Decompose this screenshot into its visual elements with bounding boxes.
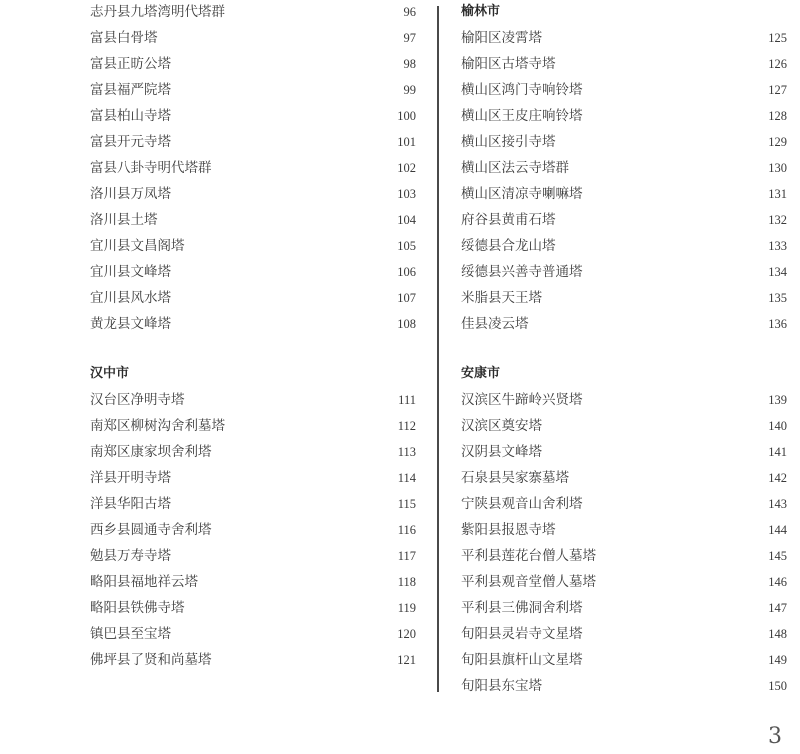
toc-entry[interactable] [461,493,787,515]
entry-title: 石泉县吴家寨墓塔 [461,470,569,486]
entry-title: 宜川县风水塔 [90,290,171,306]
entry-page: 132 [768,213,787,227]
entry-title: 黄龙县文峰塔 [90,316,171,332]
entry-page: 144 [768,523,787,537]
toc-entry[interactable] [90,183,416,205]
toc-entry[interactable] [461,597,787,619]
entry-page: 103 [397,187,416,201]
entry-page: 106 [397,265,416,279]
toc-entry[interactable] [90,313,416,335]
entry-page: 105 [397,239,416,253]
entry-page: 117 [397,549,416,563]
entry-title: 紫阳县报恩寺塔 [461,522,556,538]
entry-page: 121 [397,653,416,667]
entry-title: 平利县三佛洞舍利塔 [461,600,583,616]
entry-page: 108 [397,317,416,331]
entry-title: 横山区法云寺塔群 [461,160,569,176]
entry-page: 141 [768,445,787,459]
entry-page: 148 [768,627,787,641]
entry-title: 洛川县万凤塔 [90,186,171,202]
entry-page: 134 [768,265,787,279]
toc-entry[interactable] [90,415,416,437]
entry-title: 横山区清凉寺喇嘛塔 [461,186,583,202]
entry-page: 120 [397,627,416,641]
column-divider [437,6,439,692]
entry-title: 旬阳县东宝塔 [461,678,542,694]
toc-entry[interactable] [90,649,416,671]
entry-title: 榆阳区凌霄塔 [461,30,542,46]
entry-page: 113 [397,445,416,459]
toc-entry[interactable] [461,53,787,75]
toc-entry[interactable] [90,597,416,619]
entry-title: 绥德县兴善寺普通塔 [461,264,583,280]
entry-title: 宜川县文昌阁塔 [90,238,185,254]
entry-title: 汉滨区牛蹄岭兴贤塔 [461,392,583,408]
toc-entry[interactable] [90,79,416,101]
entry-title: 南郑区康家坝舍利塔 [90,444,212,460]
toc-entry[interactable] [90,441,416,463]
section-heading: 汉中市 [90,366,130,381]
entry-title: 志丹县九塔湾明代塔群 [90,4,225,20]
toc-entry[interactable] [90,209,416,231]
entry-page: 114 [397,471,416,485]
toc-entry[interactable] [90,1,416,23]
entry-title: 富县白骨塔 [90,30,158,46]
entry-title: 富县八卦寺明代塔群 [90,160,212,176]
entry-title: 勉县万寿寺塔 [90,548,171,564]
entry-page: 98 [403,57,416,71]
toc-entry[interactable] [461,27,787,49]
entry-title: 富县福严院塔 [90,82,171,98]
entry-title: 平利县观音堂僧人墓塔 [461,574,596,590]
toc-entry[interactable] [461,545,787,567]
toc-entry[interactable] [90,261,416,283]
toc-entry[interactable] [90,493,416,515]
entry-page: 131 [768,187,787,201]
toc-entry[interactable] [90,519,416,541]
entry-page: 125 [768,31,787,45]
entry-title: 镇巴县至宝塔 [90,626,171,642]
entry-title: 南郑区柳树沟舍利墓塔 [90,418,225,434]
entry-page: 99 [403,83,416,97]
entry-page: 133 [768,239,787,253]
entry-title: 绥德县合龙山塔 [461,238,556,254]
entry-page: 102 [397,161,416,175]
toc-entry[interactable] [90,389,416,411]
toc-entry[interactable] [461,287,787,309]
entry-title: 略阳县福地祥云塔 [90,574,198,590]
entry-page: 101 [397,135,416,149]
entry-page: 111 [398,393,416,407]
entry-title: 洋县华阳古塔 [90,496,171,512]
toc-entry[interactable] [90,53,416,75]
entry-page: 128 [768,109,787,123]
toc-entry[interactable] [90,467,416,489]
entry-page: 100 [397,109,416,123]
entry-title: 汉滨区奠安塔 [461,418,542,434]
toc-entry[interactable] [90,287,416,309]
entry-page: 142 [768,471,787,485]
entry-title: 宜川县文峰塔 [90,264,171,280]
entry-title: 旬阳县旗杆山文星塔 [461,652,583,668]
toc-entry[interactable] [90,27,416,49]
entry-page: 116 [397,523,416,537]
entry-title: 榆阳区古塔寺塔 [461,56,556,72]
entry-page: 143 [768,497,787,511]
entry-title: 略阳县铁佛寺塔 [90,600,185,616]
toc-entry[interactable] [90,131,416,153]
entry-title: 洋县开明寺塔 [90,470,171,486]
entry-title: 汉阴县文峰塔 [461,444,542,460]
toc-entry[interactable] [461,571,787,593]
entry-title: 横山区鸿门寺响铃塔 [461,82,583,98]
toc-entry[interactable] [461,261,787,283]
entry-title: 宁陕县观音山舍利塔 [461,496,583,512]
entry-title: 汉台区净明寺塔 [90,392,185,408]
entry-page: 96 [403,5,416,19]
entry-title: 横山区接引寺塔 [461,134,556,150]
entry-title: 富县开元寺塔 [90,134,171,150]
entry-title: 横山区王皮庄响铃塔 [461,108,583,124]
entry-page: 145 [768,549,787,563]
entry-page: 149 [768,653,787,667]
toc-entry[interactable] [461,389,787,411]
toc-entry[interactable] [461,675,787,697]
entry-title: 平利县莲花台僧人墓塔 [461,548,596,564]
entry-page: 127 [768,83,787,97]
toc-entry[interactable] [461,623,787,645]
entry-page: 140 [768,419,787,433]
entry-page: 126 [768,57,787,71]
toc-entry[interactable] [461,235,787,257]
entry-title: 富县柏山寺塔 [90,108,171,124]
entry-page: 147 [768,601,787,615]
entry-page: 139 [768,393,787,407]
entry-page: 112 [397,419,416,433]
toc-entry[interactable] [461,131,787,153]
section-heading: 安康市 [461,366,501,381]
toc-entry[interactable] [461,79,787,101]
entry-title: 佛坪县了贤和尚墓塔 [90,652,212,668]
toc-entry[interactable] [90,105,416,127]
toc-entry[interactable] [461,183,787,205]
entry-title: 府谷县黄甫石塔 [461,212,556,228]
entry-title: 富县正昉公塔 [90,56,171,72]
entry-page: 130 [768,161,787,175]
toc-entry[interactable] [461,415,787,437]
entry-title: 佳县凌云塔 [461,316,529,332]
toc-entry[interactable] [461,313,787,335]
entry-page: 146 [768,575,787,589]
entry-page: 136 [768,317,787,331]
toc-entry[interactable] [461,467,787,489]
toc-entry[interactable] [461,209,787,231]
toc-entry[interactable] [90,623,416,645]
toc-entry[interactable] [461,105,787,127]
entry-title: 西乡县圆通寺舍利塔 [90,522,212,538]
toc-entry[interactable] [90,157,416,179]
entry-page: 119 [397,601,416,615]
entry-title: 米脂县天王塔 [461,290,542,306]
page-number: 3 [768,724,782,749]
entry-page: 115 [397,497,416,511]
toc-entry[interactable] [90,571,416,593]
entry-title: 旬阳县灵岩寺文星塔 [461,626,583,642]
entry-page: 97 [403,31,416,45]
entry-page: 135 [768,291,787,305]
toc-entry[interactable] [461,519,787,541]
entry-page: 104 [397,213,416,227]
entry-page: 118 [397,575,416,589]
section-heading: 榆林市 [461,4,501,19]
entry-page: 129 [768,135,787,149]
entry-page: 107 [397,291,416,305]
toc-entry[interactable] [461,649,787,671]
toc-entry[interactable] [461,157,787,179]
entry-page: 150 [768,679,787,693]
toc-entry[interactable] [90,235,416,257]
entry-title: 洛川县土塔 [90,212,158,228]
toc-entry[interactable] [90,545,416,567]
toc-entry[interactable] [461,441,787,463]
